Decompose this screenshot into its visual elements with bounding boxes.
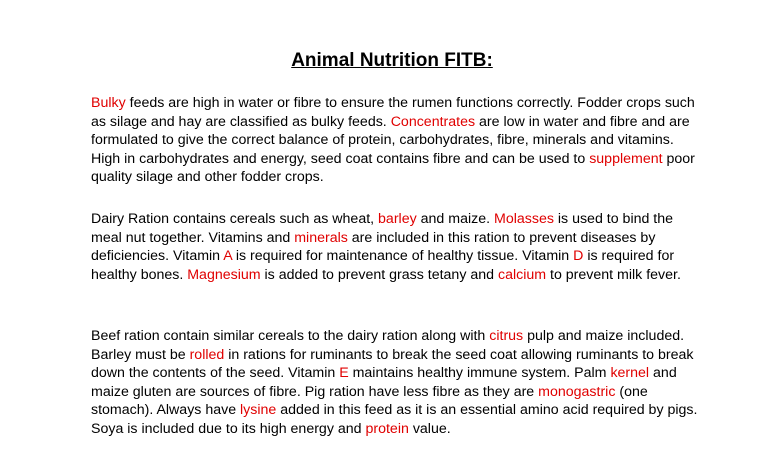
paragraph-text: (one stomach). Always have: [91, 383, 648, 419]
paragraph-bulky-feeds: [91, 94, 701, 187]
fill-in-answer: barley: [378, 211, 417, 227]
paragraph-text: value.: [408, 420, 451, 437]
fill-in-answer: kernel: [610, 365, 650, 382]
paragraph-beef-pig-ration: [91, 327, 701, 439]
paragraph-text: maintains healthy immune system. Palm: [348, 365, 611, 382]
fill-in-answer: D: [573, 248, 584, 265]
paragraph-text: and maize gluten are sources of fibre. Pig ration have less fibre as they are: [91, 365, 677, 400]
paragraph-text: to prevent milk fever.: [546, 266, 681, 283]
fill-in-answer: Bulky: [91, 95, 126, 111]
paragraph-text: poor quality silage and other fodder crops.: [91, 150, 695, 186]
fill-in-answer: citrus: [489, 328, 524, 344]
fill-in-answer: calcium: [497, 266, 547, 283]
document-title: Animal Nutrition FITB:: [291, 50, 493, 71]
paragraph-text: are included in this ration to prevent diseases by deficiencies. Vitamin: [91, 229, 656, 265]
fill-in-answer: Molasses: [494, 211, 554, 227]
fill-in-answer: rolled: [189, 346, 225, 363]
paragraph-text: is required for healthy bones.: [91, 248, 675, 283]
fill-in-answer: lysine: [240, 402, 277, 419]
paragraph-text: in rations for ruminants to break the seed coat allowing ruminants to break down the contents of the seed. Vitamin: [91, 346, 694, 382]
fill-in-answer: monogastric: [538, 383, 616, 400]
paragraph-text: Beef ration contain similar cereals to the dairy ration along with: [91, 328, 490, 344]
paragraph-text: Dairy Ration contains cereals such as wheat,: [91, 211, 379, 227]
paragraph-text: pulp and maize included. Barley must be: [91, 328, 685, 363]
fill-in-answer: A: [223, 248, 232, 265]
paragraph-text: is required for maintenance of healthy tissue. Vitamin: [231, 248, 574, 265]
paragraph-text: are low in water and fibre and are formulated to give the correct balance of protein, carbohydrates, fibre, minerals and vitamins. High in carbohydrates and energy, seed coat contains fibre and can be used to: [91, 113, 690, 167]
paragraph-dairy-ration: [91, 210, 701, 284]
paragraph-text: is used to bind the meal nut together. Vitamins and: [91, 211, 674, 246]
paragraph-text: is added to prevent grass tetany and: [260, 266, 498, 283]
fill-in-answer: minerals: [294, 229, 348, 246]
fill-in-answer: supplement: [589, 150, 663, 167]
fill-in-answer: E: [339, 365, 349, 382]
paragraph-text: feeds are high in water or fibre to ensure the rumen functions correctly. Fodder crops such as silage and hay are classified as bulky feeds.: [91, 95, 695, 130]
fill-in-answer: Concentrates: [390, 113, 476, 130]
paragraph-text: and maize.: [416, 211, 494, 227]
paragraph-text: added in this feed as it is an essential amino acid required by pigs. Soya is included due to its high energy and: [91, 402, 698, 437]
fill-in-answer: protein: [365, 420, 409, 437]
fill-in-answer: Magnesium: [187, 266, 261, 283]
